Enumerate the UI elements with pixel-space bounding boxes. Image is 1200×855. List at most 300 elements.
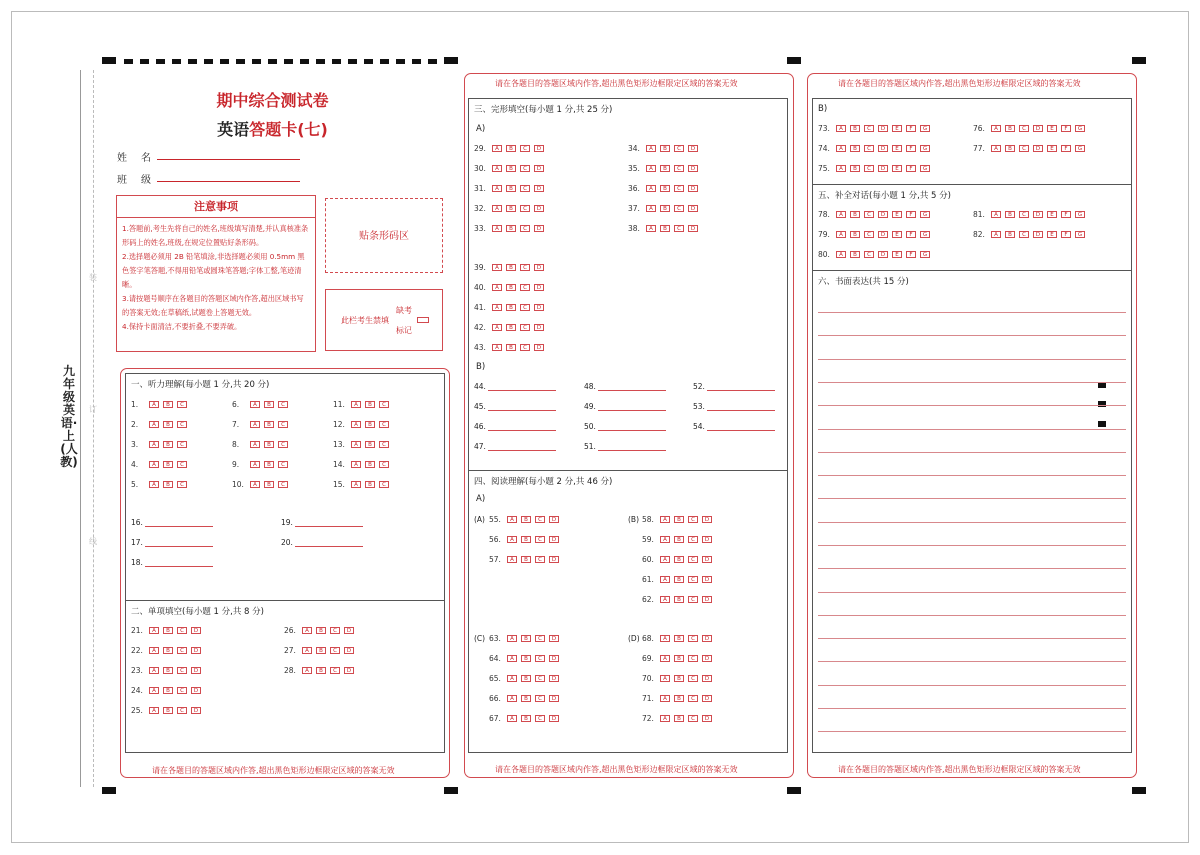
option-bubble-A[interactable]: A — [660, 596, 670, 603]
option-bubble-B[interactable]: B — [521, 715, 531, 722]
option-bubble-B[interactable]: B — [674, 576, 684, 583]
option-bubble-B[interactable]: B — [850, 125, 860, 132]
answer-blank[interactable] — [488, 443, 556, 451]
option-bubble-A[interactable]: A — [149, 441, 159, 448]
option-bubble-D[interactable]: D — [878, 165, 888, 172]
option-bubble-A[interactable]: A — [149, 707, 159, 714]
option-bubble-B[interactable]: B — [1005, 145, 1015, 152]
option-bubble-D[interactable]: D — [688, 185, 698, 192]
option-bubble-C[interactable]: C — [688, 536, 698, 543]
option-bubble-B[interactable]: B — [660, 225, 670, 232]
option-bubble-A[interactable]: A — [660, 655, 670, 662]
option-bubble-B[interactable]: B — [264, 401, 274, 408]
option-bubble-C[interactable]: C — [520, 344, 530, 351]
option-bubble-B[interactable]: B — [506, 225, 516, 232]
option-bubble-B[interactable]: B — [163, 441, 173, 448]
answer-blank[interactable] — [488, 403, 556, 411]
option-bubble-C[interactable]: C — [674, 205, 684, 212]
option-bubble-B[interactable]: B — [674, 695, 684, 702]
option-bubble-A[interactable]: A — [149, 421, 159, 428]
option-bubble-C[interactable]: C — [674, 185, 684, 192]
option-bubble-C[interactable]: C — [520, 324, 530, 331]
option-bubble-C[interactable]: C — [520, 185, 530, 192]
option-bubble-G[interactable]: G — [920, 165, 930, 172]
option-bubble-D[interactable]: D — [1033, 211, 1043, 218]
option-bubble-A[interactable]: A — [646, 145, 656, 152]
writing-line[interactable] — [818, 685, 1126, 686]
option-bubble-C[interactable]: C — [688, 695, 698, 702]
option-bubble-G[interactable]: G — [920, 251, 930, 258]
option-bubble-B[interactable]: B — [1005, 125, 1015, 132]
answer-blank[interactable] — [598, 383, 666, 391]
option-bubble-D[interactable]: D — [702, 516, 712, 523]
option-bubble-B[interactable]: B — [506, 185, 516, 192]
option-bubble-C[interactable]: C — [535, 695, 545, 702]
answer-blank[interactable] — [707, 383, 775, 391]
option-bubble-B[interactable]: B — [163, 461, 173, 468]
option-bubble-D[interactable]: D — [191, 667, 201, 674]
option-bubble-A[interactable]: A — [492, 304, 502, 311]
option-bubble-B[interactable]: B — [674, 556, 684, 563]
option-bubble-C[interactable]: C — [177, 481, 187, 488]
answer-blank[interactable] — [295, 519, 363, 527]
option-bubble-B[interactable]: B — [521, 655, 531, 662]
option-bubble-A[interactable]: A — [149, 667, 159, 674]
option-bubble-B[interactable]: B — [506, 165, 516, 172]
option-bubble-B[interactable]: B — [674, 635, 684, 642]
option-bubble-B[interactable]: B — [660, 205, 670, 212]
option-bubble-C[interactable]: C — [278, 401, 288, 408]
option-bubble-A[interactable]: A — [836, 251, 846, 258]
option-bubble-B[interactable]: B — [521, 695, 531, 702]
option-bubble-D[interactable]: D — [702, 675, 712, 682]
option-bubble-C[interactable]: C — [1019, 211, 1029, 218]
option-bubble-D[interactable]: D — [549, 536, 559, 543]
option-bubble-A[interactable]: A — [660, 556, 670, 563]
option-bubble-B[interactable]: B — [674, 655, 684, 662]
writing-line[interactable] — [818, 708, 1126, 709]
option-bubble-D[interactable]: D — [191, 707, 201, 714]
option-bubble-B[interactable]: B — [521, 635, 531, 642]
answer-blank[interactable] — [598, 443, 666, 451]
writing-line[interactable] — [818, 568, 1126, 569]
option-bubble-D[interactable]: D — [534, 304, 544, 311]
option-bubble-D[interactable]: D — [878, 125, 888, 132]
option-bubble-B[interactable]: B — [521, 675, 531, 682]
option-bubble-A[interactable]: A — [991, 211, 1001, 218]
option-bubble-C[interactable]: C — [177, 461, 187, 468]
option-bubble-D[interactable]: D — [549, 655, 559, 662]
option-bubble-C[interactable]: C — [688, 516, 698, 523]
option-bubble-G[interactable]: G — [1075, 145, 1085, 152]
option-bubble-B[interactable]: B — [163, 421, 173, 428]
answer-blank[interactable] — [145, 539, 213, 547]
option-bubble-F[interactable]: F — [1061, 145, 1071, 152]
option-bubble-B[interactable]: B — [365, 481, 375, 488]
option-bubble-A[interactable]: A — [991, 231, 1001, 238]
option-bubble-A[interactable]: A — [492, 324, 502, 331]
option-bubble-B[interactable]: B — [506, 205, 516, 212]
answer-blank[interactable] — [707, 403, 775, 411]
option-bubble-C[interactable]: C — [864, 251, 874, 258]
option-bubble-C[interactable]: C — [330, 647, 340, 654]
option-bubble-F[interactable]: F — [906, 251, 916, 258]
option-bubble-B[interactable]: B — [163, 707, 173, 714]
option-bubble-D[interactable]: D — [549, 675, 559, 682]
option-bubble-C[interactable]: C — [520, 264, 530, 271]
option-bubble-A[interactable]: A — [660, 695, 670, 702]
option-bubble-C[interactable]: C — [864, 165, 874, 172]
option-bubble-A[interactable]: A — [836, 211, 846, 218]
option-bubble-A[interactable]: A — [492, 205, 502, 212]
option-bubble-D[interactable]: D — [878, 211, 888, 218]
option-bubble-D[interactable]: D — [702, 715, 712, 722]
option-bubble-A[interactable]: A — [507, 715, 517, 722]
option-bubble-C[interactable]: C — [864, 211, 874, 218]
option-bubble-A[interactable]: A — [492, 145, 502, 152]
option-bubble-E[interactable]: E — [892, 251, 902, 258]
option-bubble-C[interactable]: C — [864, 145, 874, 152]
option-bubble-A[interactable]: A — [250, 481, 260, 488]
option-bubble-D[interactable]: D — [702, 635, 712, 642]
option-bubble-A[interactable]: A — [149, 401, 159, 408]
option-bubble-A[interactable]: A — [507, 536, 517, 543]
option-bubble-B[interactable]: B — [365, 421, 375, 428]
option-bubble-A[interactable]: A — [660, 675, 670, 682]
option-bubble-C[interactable]: C — [535, 556, 545, 563]
option-bubble-C[interactable]: C — [864, 125, 874, 132]
option-bubble-C[interactable]: C — [278, 461, 288, 468]
option-bubble-B[interactable]: B — [660, 185, 670, 192]
answer-blank[interactable] — [488, 423, 556, 431]
option-bubble-C[interactable]: C — [520, 284, 530, 291]
option-bubble-B[interactable]: B — [1005, 231, 1015, 238]
option-bubble-B[interactable]: B — [660, 165, 670, 172]
option-bubble-A[interactable]: A — [836, 165, 846, 172]
writing-line[interactable] — [818, 522, 1126, 523]
writing-line[interactable] — [818, 661, 1126, 662]
option-bubble-D[interactable]: D — [534, 185, 544, 192]
option-bubble-D[interactable]: D — [534, 145, 544, 152]
option-bubble-D[interactable]: D — [1033, 231, 1043, 238]
option-bubble-A[interactable]: A — [646, 205, 656, 212]
option-bubble-A[interactable]: A — [836, 125, 846, 132]
option-bubble-A[interactable]: A — [492, 344, 502, 351]
option-bubble-A[interactable]: A — [302, 647, 312, 654]
option-bubble-C[interactable]: C — [177, 707, 187, 714]
option-bubble-D[interactable]: D — [688, 145, 698, 152]
option-bubble-D[interactable]: D — [688, 225, 698, 232]
option-bubble-A[interactable]: A — [250, 441, 260, 448]
option-bubble-D[interactable]: D — [702, 536, 712, 543]
writing-line[interactable] — [818, 452, 1126, 453]
option-bubble-B[interactable]: B — [264, 481, 274, 488]
option-bubble-D[interactable]: D — [702, 596, 712, 603]
option-bubble-A[interactable]: A — [302, 627, 312, 634]
option-bubble-C[interactable]: C — [688, 675, 698, 682]
option-bubble-C[interactable]: C — [177, 401, 187, 408]
writing-line[interactable] — [818, 731, 1126, 732]
option-bubble-G[interactable]: G — [920, 211, 930, 218]
class-field[interactable] — [157, 181, 300, 182]
option-bubble-C[interactable]: C — [330, 667, 340, 674]
option-bubble-C[interactable]: C — [520, 145, 530, 152]
option-bubble-B[interactable]: B — [264, 441, 274, 448]
option-bubble-B[interactable]: B — [521, 556, 531, 563]
option-bubble-B[interactable]: B — [163, 401, 173, 408]
option-bubble-D[interactable]: D — [878, 145, 888, 152]
option-bubble-B[interactable]: B — [660, 145, 670, 152]
option-bubble-D[interactable]: D — [534, 264, 544, 271]
option-bubble-E[interactable]: E — [892, 231, 902, 238]
option-bubble-B[interactable]: B — [674, 536, 684, 543]
option-bubble-A[interactable]: A — [991, 145, 1001, 152]
option-bubble-C[interactable]: C — [1019, 231, 1029, 238]
option-bubble-C[interactable]: C — [688, 635, 698, 642]
option-bubble-A[interactable]: A — [149, 627, 159, 634]
option-bubble-F[interactable]: F — [1061, 231, 1071, 238]
option-bubble-D[interactable]: D — [191, 687, 201, 694]
name-field[interactable] — [157, 159, 300, 160]
option-bubble-E[interactable]: E — [1047, 231, 1057, 238]
option-bubble-C[interactable]: C — [674, 145, 684, 152]
option-bubble-A[interactable]: A — [507, 675, 517, 682]
option-bubble-D[interactable]: D — [549, 715, 559, 722]
option-bubble-B[interactable]: B — [316, 667, 326, 674]
option-bubble-C[interactable]: C — [520, 225, 530, 232]
writing-line[interactable] — [818, 312, 1126, 313]
option-bubble-C[interactable]: C — [379, 461, 389, 468]
option-bubble-F[interactable]: F — [1061, 125, 1071, 132]
option-bubble-D[interactable]: D — [534, 284, 544, 291]
option-bubble-C[interactable]: C — [674, 225, 684, 232]
option-bubble-B[interactable]: B — [163, 687, 173, 694]
option-bubble-C[interactable]: C — [278, 441, 288, 448]
option-bubble-D[interactable]: D — [688, 205, 698, 212]
option-bubble-C[interactable]: C — [330, 627, 340, 634]
option-bubble-A[interactable]: A — [507, 695, 517, 702]
option-bubble-B[interactable]: B — [674, 516, 684, 523]
option-bubble-D[interactable]: D — [878, 251, 888, 258]
option-bubble-C[interactable]: C — [379, 401, 389, 408]
answer-blank[interactable] — [295, 539, 363, 547]
option-bubble-E[interactable]: E — [892, 145, 902, 152]
option-bubble-D[interactable]: D — [534, 324, 544, 331]
option-bubble-D[interactable]: D — [878, 231, 888, 238]
option-bubble-A[interactable]: A — [351, 401, 361, 408]
option-bubble-G[interactable]: G — [1075, 125, 1085, 132]
option-bubble-C[interactable]: C — [535, 655, 545, 662]
option-bubble-A[interactable]: A — [507, 516, 517, 523]
option-bubble-B[interactable]: B — [850, 145, 860, 152]
option-bubble-B[interactable]: B — [850, 251, 860, 258]
option-bubble-E[interactable]: E — [1047, 145, 1057, 152]
answer-blank[interactable] — [488, 383, 556, 391]
option-bubble-B[interactable]: B — [264, 461, 274, 468]
option-bubble-C[interactable]: C — [278, 481, 288, 488]
option-bubble-C[interactable]: C — [1019, 145, 1029, 152]
option-bubble-A[interactable]: A — [507, 655, 517, 662]
option-bubble-A[interactable]: A — [250, 401, 260, 408]
option-bubble-B[interactable]: B — [163, 667, 173, 674]
option-bubble-D[interactable]: D — [549, 635, 559, 642]
option-bubble-D[interactable]: D — [702, 576, 712, 583]
writing-line[interactable] — [818, 498, 1126, 499]
option-bubble-A[interactable]: A — [149, 687, 159, 694]
option-bubble-E[interactable]: E — [1047, 211, 1057, 218]
option-bubble-A[interactable]: A — [646, 185, 656, 192]
option-bubble-D[interactable]: D — [534, 225, 544, 232]
writing-line[interactable] — [818, 615, 1126, 616]
option-bubble-A[interactable]: A — [660, 516, 670, 523]
option-bubble-A[interactable]: A — [507, 635, 517, 642]
option-bubble-B[interactable]: B — [506, 344, 516, 351]
option-bubble-C[interactable]: C — [535, 536, 545, 543]
option-bubble-B[interactable]: B — [674, 675, 684, 682]
option-bubble-D[interactable]: D — [534, 165, 544, 172]
option-bubble-A[interactable]: A — [991, 125, 1001, 132]
option-bubble-D[interactable]: D — [191, 647, 201, 654]
option-bubble-C[interactable]: C — [177, 687, 187, 694]
answer-blank[interactable] — [145, 559, 213, 567]
option-bubble-A[interactable]: A — [660, 635, 670, 642]
option-bubble-A[interactable]: A — [660, 536, 670, 543]
option-bubble-D[interactable]: D — [344, 627, 354, 634]
writing-line[interactable] — [818, 638, 1126, 639]
option-bubble-C[interactable]: C — [520, 165, 530, 172]
option-bubble-F[interactable]: F — [906, 231, 916, 238]
option-bubble-B[interactable]: B — [674, 715, 684, 722]
option-bubble-C[interactable]: C — [535, 675, 545, 682]
option-bubble-A[interactable]: A — [492, 264, 502, 271]
option-bubble-A[interactable]: A — [492, 165, 502, 172]
writing-line[interactable] — [818, 429, 1126, 430]
answer-blank[interactable] — [707, 423, 775, 431]
option-bubble-C[interactable]: C — [520, 205, 530, 212]
option-bubble-C[interactable]: C — [379, 421, 389, 428]
option-bubble-A[interactable]: A — [836, 231, 846, 238]
option-bubble-D[interactable]: D — [549, 556, 559, 563]
option-bubble-D[interactable]: D — [1033, 145, 1043, 152]
option-bubble-G[interactable]: G — [920, 231, 930, 238]
option-bubble-A[interactable]: A — [646, 165, 656, 172]
option-bubble-D[interactable]: D — [344, 647, 354, 654]
option-bubble-C[interactable]: C — [177, 627, 187, 634]
option-bubble-C[interactable]: C — [535, 516, 545, 523]
option-bubble-E[interactable]: E — [1047, 125, 1057, 132]
writing-line[interactable] — [818, 359, 1126, 360]
option-bubble-F[interactable]: F — [906, 165, 916, 172]
option-bubble-F[interactable]: F — [1061, 211, 1071, 218]
option-bubble-B[interactable]: B — [506, 304, 516, 311]
option-bubble-F[interactable]: F — [906, 211, 916, 218]
writing-line[interactable] — [818, 475, 1126, 476]
option-bubble-D[interactable]: D — [702, 655, 712, 662]
option-bubble-C[interactable]: C — [379, 441, 389, 448]
answer-blank[interactable] — [598, 423, 666, 431]
option-bubble-D[interactable]: D — [1033, 125, 1043, 132]
writing-line[interactable] — [818, 545, 1126, 546]
option-bubble-D[interactable]: D — [549, 695, 559, 702]
option-bubble-B[interactable]: B — [850, 165, 860, 172]
option-bubble-C[interactable]: C — [177, 421, 187, 428]
option-bubble-B[interactable]: B — [506, 324, 516, 331]
option-bubble-C[interactable]: C — [177, 667, 187, 674]
option-bubble-A[interactable]: A — [250, 461, 260, 468]
option-bubble-B[interactable]: B — [163, 627, 173, 634]
option-bubble-B[interactable]: B — [365, 441, 375, 448]
option-bubble-G[interactable]: G — [920, 125, 930, 132]
option-bubble-G[interactable]: G — [1075, 231, 1085, 238]
option-bubble-B[interactable]: B — [365, 401, 375, 408]
option-bubble-C[interactable]: C — [535, 715, 545, 722]
option-bubble-A[interactable]: A — [492, 185, 502, 192]
option-bubble-C[interactable]: C — [278, 421, 288, 428]
absent-checkbox[interactable] — [417, 317, 429, 323]
option-bubble-A[interactable]: A — [351, 481, 361, 488]
option-bubble-A[interactable]: A — [351, 421, 361, 428]
option-bubble-A[interactable]: A — [836, 145, 846, 152]
option-bubble-G[interactable]: G — [920, 145, 930, 152]
option-bubble-A[interactable]: A — [660, 715, 670, 722]
option-bubble-D[interactable]: D — [702, 695, 712, 702]
option-bubble-A[interactable]: A — [302, 667, 312, 674]
option-bubble-D[interactable]: D — [534, 205, 544, 212]
option-bubble-C[interactable]: C — [674, 165, 684, 172]
option-bubble-A[interactable]: A — [250, 421, 260, 428]
option-bubble-C[interactable]: C — [535, 635, 545, 642]
writing-line[interactable] — [818, 382, 1126, 383]
option-bubble-B[interactable]: B — [850, 211, 860, 218]
option-bubble-C[interactable]: C — [688, 576, 698, 583]
writing-line[interactable] — [818, 592, 1126, 593]
option-bubble-B[interactable]: B — [163, 647, 173, 654]
option-bubble-C[interactable]: C — [520, 304, 530, 311]
option-bubble-G[interactable]: G — [1075, 211, 1085, 218]
option-bubble-A[interactable]: A — [351, 441, 361, 448]
option-bubble-A[interactable]: A — [492, 225, 502, 232]
option-bubble-B[interactable]: B — [506, 264, 516, 271]
option-bubble-A[interactable]: A — [149, 481, 159, 488]
option-bubble-E[interactable]: E — [892, 125, 902, 132]
option-bubble-C[interactable]: C — [688, 715, 698, 722]
answer-blank[interactable] — [145, 519, 213, 527]
option-bubble-A[interactable]: A — [351, 461, 361, 468]
option-bubble-C[interactable]: C — [177, 441, 187, 448]
option-bubble-E[interactable]: E — [892, 211, 902, 218]
option-bubble-B[interactable]: B — [850, 231, 860, 238]
option-bubble-B[interactable]: B — [316, 647, 326, 654]
option-bubble-B[interactable]: B — [1005, 211, 1015, 218]
option-bubble-C[interactable]: C — [864, 231, 874, 238]
option-bubble-B[interactable]: B — [521, 516, 531, 523]
option-bubble-C[interactable]: C — [688, 655, 698, 662]
option-bubble-A[interactable]: A — [149, 461, 159, 468]
writing-line[interactable] — [818, 335, 1126, 336]
option-bubble-A[interactable]: A — [660, 576, 670, 583]
option-bubble-F[interactable]: F — [906, 145, 916, 152]
option-bubble-D[interactable]: D — [191, 627, 201, 634]
option-bubble-B[interactable]: B — [674, 596, 684, 603]
option-bubble-B[interactable]: B — [365, 461, 375, 468]
option-bubble-C[interactable]: C — [177, 647, 187, 654]
option-bubble-B[interactable]: B — [521, 536, 531, 543]
answer-blank[interactable] — [598, 403, 666, 411]
option-bubble-D[interactable]: D — [534, 344, 544, 351]
option-bubble-A[interactable]: A — [507, 556, 517, 563]
option-bubble-D[interactable]: D — [688, 165, 698, 172]
option-bubble-C[interactable]: C — [1019, 125, 1029, 132]
